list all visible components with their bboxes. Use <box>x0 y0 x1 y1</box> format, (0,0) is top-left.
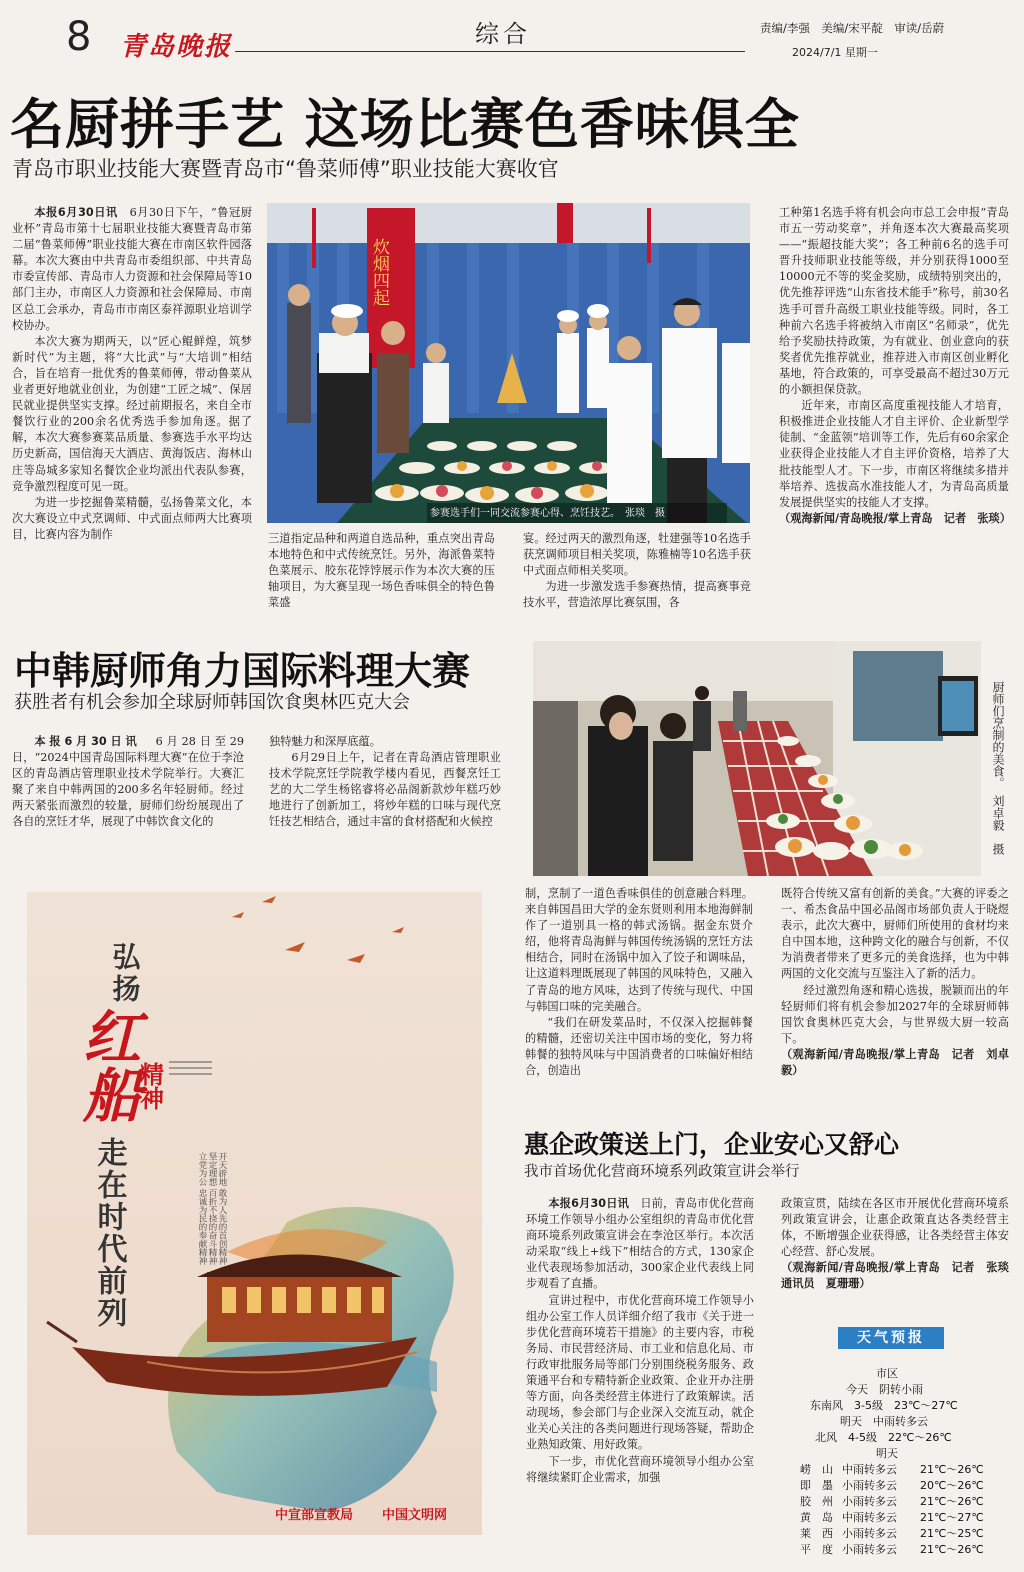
article2-title: 中韩厨师角力国际料理大赛 <box>14 649 471 693</box>
article3-lead: 本报6月30日讯 <box>548 1197 630 1210</box>
header-rule <box>235 51 745 52</box>
article1-col4-p1: 工种第1名选手将有机会向市总工会申报“青岛市五一劳动奖章”，并角逐本次大赛最高奖项——“振超技能大奖”；各工种前6名的选手可晋升技师职业技能等级，并分别获得1000至10000元不等的奖金奖励，成绩特别突出的，优先推荐评选“山东省技术能手”称号，前30名选手可晋升高级工职业技能等级。同时，各工种前六名选手将被纳入市南区“名师录”，优先给予奖励扶持政策，为有就业、创业意向的获奖者优先推荐就业，推荐进入市南区创业孵化基地，符合政策的，可享受最高不超过30万元的小额担保贷款。 <box>779 206 1009 397</box>
weather-city: 市区 <box>876 1367 898 1380</box>
article1-title: 名厨拼手艺 这场比赛色香味俱全 <box>10 93 800 156</box>
weather-temp: 21℃～26℃ <box>920 1495 984 1508</box>
article3-col1 <box>526 1196 754 1564</box>
weather-cond: 小雨转多云 <box>842 1495 897 1508</box>
cooking-contest-photo <box>267 203 750 523</box>
poster-artwork <box>27 892 482 1535</box>
article2-photo <box>533 641 981 876</box>
weather-row <box>800 1510 1000 1526</box>
weather-row <box>800 1542 1000 1558</box>
article1-lead: 本报6月30日讯 <box>34 206 118 219</box>
article1-col4-p2: 近年来，市南区高度重视技能人才培育，积极推进企业技能人才自主评价、企业新型学徒制、“金蓝领”培训等工作，先后有60余家企业获得企业技能人才自主评价资格，培养了大批技能型人才。下一步，市南区将继续多措并举培养、选拔高水准技能人才，为青岛高质量发展提供坚实的技能人才支撑。 <box>779 399 1009 509</box>
weather-tomorrow-wind: 北风 4-5级 22℃～26℃ <box>815 1431 952 1444</box>
weather-temp: 21℃～27℃ <box>920 1511 984 1524</box>
weather-tomorrow: 明天 中雨转多云 <box>840 1415 928 1428</box>
weather-cond: 中雨转多云 <box>842 1463 897 1476</box>
article2-col3-p1: 制，烹制了一道色香味俱佳的创意融合料理。来自韩国昌田大学的金东贤则利用本地海鲜制作了一道别具一格的韩式汤锅。据金东贤介绍，他将青岛海鲜与韩国传统汤锅的烹饪方法相结合，同时在汤锅中加入了饺子和调味品，让这道料理既展现了韩国的风味特色，又融入了青岛的地方风味，达到了传统与现代、中国与韩国口味的完美融合。 <box>525 887 753 1013</box>
weather-row <box>800 1462 1000 1478</box>
weather-cond: 小雨转多云 <box>842 1527 897 1540</box>
weather-row <box>800 1494 1000 1510</box>
poster-small-text: 开天辟地 敢为人先的首创精神 坚定理想 百折不挠的奋斗精神 立党为公 忠诚为民的奉献精神 <box>197 1152 227 1266</box>
article3-title: 惠企政策送上门，企业安心又舒心 <box>524 1130 900 1159</box>
article3-col1-p2: 宣讲过程中，市优化营商环境工作领导小组办公室工作人员详细介绍了我市《关于进一步优化营商环境若干措施》的主要内容，市税务局、市民营经济局、市工业和信息化局、市行政审批服务局等部门分别围绕税务服务、政策通平台和专精特新企业政策、企业开办注册等方面，向各类经营主体进行了政策解读。活动现场，参会部门与企业深入交流互动，就企业关心关注的各类问题进行现场答疑，帮助企业熟知政策、用好政策。 <box>526 1293 754 1452</box>
poster-line2: 精神 <box>135 1062 165 1110</box>
page-number: 8 <box>66 14 92 60</box>
weather-place: 崂 山 <box>800 1463 833 1476</box>
article2-col1 <box>12 734 244 859</box>
red-boat-poster <box>27 892 482 1535</box>
poster-line1: 弘扬 <box>108 942 142 1006</box>
weather-place: 即 墨 <box>800 1479 833 1492</box>
banner-text: 炊烟四起 <box>369 238 389 306</box>
poster-line3: 走在时代前列 <box>91 1137 127 1329</box>
poster-red-text: 红船 <box>73 1007 141 1123</box>
masthead-logo: 青岛晚报 <box>120 32 233 62</box>
weather-cond: 中雨转多云 <box>842 1511 897 1524</box>
weather-temp: 21℃～25℃ <box>920 1527 984 1540</box>
section-title: 综合 <box>475 20 531 48</box>
weather-cond: 小雨转多云 <box>842 1543 897 1556</box>
article1-photo-caption: 参赛选手们一同交流参赛心得、烹饪技艺。 张琰 摄 <box>430 508 665 519</box>
weather-tomorrow-label: 明天 <box>876 1447 898 1460</box>
issue-date: 2024/7/1 星期一 <box>792 46 878 59</box>
editors-line: 责编/李强 美编/宋平靛 审读/岳蔚 <box>760 21 945 35</box>
weather-temp: 21℃～26℃ <box>920 1463 984 1476</box>
weather-title: 天气预报 <box>838 1327 944 1349</box>
article2-col3-p2: “我们在研发菜品时，不仅深入挖掘韩餐的精髓，还密切关注中国市场的变化，努力将韩餐的独特风味与中国消费者的口味偏好相结合，创造出 <box>525 1015 753 1078</box>
article3-col2 <box>781 1196 1021 1321</box>
article1-subtitle: 青岛市职业技能大赛暨青岛市“鲁菜师傅”职业技能大赛收官 <box>12 157 559 181</box>
article1-photo <box>267 203 750 523</box>
article2-col4 <box>781 886 1009 1114</box>
article1-col1-p3: 为进一步挖掘鲁菜精髓，弘扬鲁菜文化，本次大赛设立中式烹调师、中式面点师两大比赛项目，比赛内容为制作 <box>12 495 252 541</box>
article3-col2-p1: 政策宣贯，陆续在各区市开展优化营商环境系列政策宣讲会，让惠企政策直达各类经营主体，不断增强企业获得感，让各类经营主体安心经营、舒心发展。 <box>781 1197 1009 1259</box>
weather-place: 平 度 <box>800 1543 833 1556</box>
article2-lead: 本报6月30日讯 <box>34 735 141 748</box>
article3-col1-p1: 日前，青岛市优化营商环境工作领导小组办公室组织的青岛市优化营商环境系列政策宣讲会在李沧区举行。本次活动采取“线上+线下”相结合的方式，130家企业代表现场参加活动，300家企业代表线上同步观看了直播。 <box>526 1197 754 1291</box>
article1-col3-text: 宴。经过两天的激烈角逐，牡建强等10名选手获烹调师项目相关奖项，陈雅楠等10名选手获中式面点师相关奖项。 <box>523 532 751 578</box>
article1-col1 <box>12 205 252 615</box>
article1-col3 <box>523 531 751 619</box>
weather-today: 今天 阴转小雨 <box>846 1383 923 1396</box>
poster-footer2: 中国文明网 <box>382 1508 448 1523</box>
article1-col4 <box>779 205 1009 617</box>
poster-footer1: 中宣部宣教局 <box>275 1508 354 1523</box>
article2-byline: （观海新闻/青岛晚报/掌上青岛 记者 刘卓毅） <box>781 1047 1009 1078</box>
article1-col2-text: 三道指定品种和两道自选品种，重点突出青岛本地特色和中式传统烹饪。另外，海派鲁菜特色菜展示、胶东花饽饽展示作为本次大赛的压轴项目，为大赛呈现一场色香味俱全的特色鲁菜盛 <box>268 532 495 610</box>
weather-row <box>800 1478 1000 1494</box>
article2-col4-p2: 经过激烈角逐和精心选拔，脱颖而出的年轻厨师们将有机会参加2027年的全球厨师韩国饮食奥林匹克大会，与世界级大厨一较高下。 <box>781 983 1009 1045</box>
weather-place: 莱 西 <box>800 1527 833 1540</box>
weather-today-wind: 东南风 3-5级 23℃～27℃ <box>810 1399 958 1412</box>
weather-row <box>800 1526 1000 1542</box>
article2-col2-p2: 6月29日上午，记者在青岛酒店管理职业技术学院烹饪学院教学楼内看见，西餐烹饪工艺的大二学生杨铭睿将必品阁新款炒年糕巧妙地进行了创新加工，将炒年糕的口味与现代烹饪技艺相结合，通过丰富的食材搭配和火候控 <box>269 751 501 829</box>
weather-place: 胶 州 <box>800 1495 833 1508</box>
article2-col2 <box>269 734 501 859</box>
article1-col1-p1: 6月30日下午，“鲁冠厨业杯”青岛市第十七届职业技能大赛暨青岛市第二届“鲁菜师傅”职业技能大赛在市南区软件园落幕。本次大赛由中共青岛市委组织部、中共青岛市委宣传部、青岛市人力资源和社会保障局等10部门主办，市南区人力资源和社会保障局、市南区总工会承办，青岛市市南区泰祥源职业培训学校协办。 <box>12 206 252 332</box>
article3-col1-p3: 下一步，市优化营商环境领导小组办公室将继续紧盯企业需求，加强 <box>526 1454 754 1484</box>
weather-cond: 小雨转多云 <box>842 1479 897 1492</box>
weather-place: 黄 岛 <box>800 1511 833 1524</box>
article2-photo-caption: 厨师们烹制的美食。 刘卓毅 摄 <box>991 681 1005 855</box>
article2-col3 <box>525 886 753 1114</box>
article3-byline: （观海新闻/青岛晚报/掌上青岛 记者 张琰 通讯员 夏珊珊） <box>781 1261 1021 1291</box>
article2-col2-p1: 独特魅力和深厚底蕴。 <box>269 735 381 748</box>
article2-col4-p1: 既符合传统又富有创新的美食。”大赛的评委之一、希杰食品中国必品阁市场部负责人于晓煜表示，此次大赛中，厨师们所使用的食材均来自中国本地，这种跨文化的融合与创新，不仅为消费者带来了更多元的美食选择，也为中韩两国的文化交流与互鉴注入了新的活力。 <box>781 887 1009 981</box>
article2-subtitle: 获胜者有机会参加全球厨师韩国饮食奥林匹克大会 <box>14 692 410 713</box>
article1-col2 <box>268 531 495 619</box>
article1-col1-p2: 本次大赛为期两天，以“匠心鲲鲜煌，筑梦新时代”为主题，将“大比武”与“大培训”相结合，旨在培育一批优秀的鲁菜师傅，带动鲁菜从业者更好地就业创业，为创建“工匠之城”、保居民就业提供坚实支撑。经过前期报名，来自全市餐饮行业的200余名优秀选手参加角逐。据了解，本次大赛参赛菜品质量、参赛选手水平均达历史新高，国信海天大酒店、黄海饭店、海林山庄等岛城多家知名餐饮企业均派出代表队参赛，竞争激烈程度可见一斑。 <box>12 334 252 493</box>
article1-col3-p2: 为进一步激发选手参赛热情，提高赛事竞技水平，营造浓厚比赛氛围，各 <box>523 580 751 610</box>
article1-byline: （观海新闻/青岛晚报/掌上青岛 记者 张琰） <box>779 511 1011 525</box>
korean-food-photo <box>533 641 981 876</box>
article3-subtitle: 我市首场优化营商环境系列政策宣讲会举行 <box>524 1164 800 1180</box>
weather-temp: 21℃～26℃ <box>920 1543 984 1556</box>
weather-temp: 20℃～26℃ <box>920 1479 984 1492</box>
article2-col1-text: 6月28日至29日，“2024中国青岛国际料理大赛”在位于李沧区的青岛酒店管理职业技术学院举行。大赛汇聚了来自中韩两国的200多名年轻厨师。经过两天紧张而激烈的较量，厨师们纷纷展现出了各自的烹饪才华，展现了中韩饮食文化的 <box>12 735 244 829</box>
